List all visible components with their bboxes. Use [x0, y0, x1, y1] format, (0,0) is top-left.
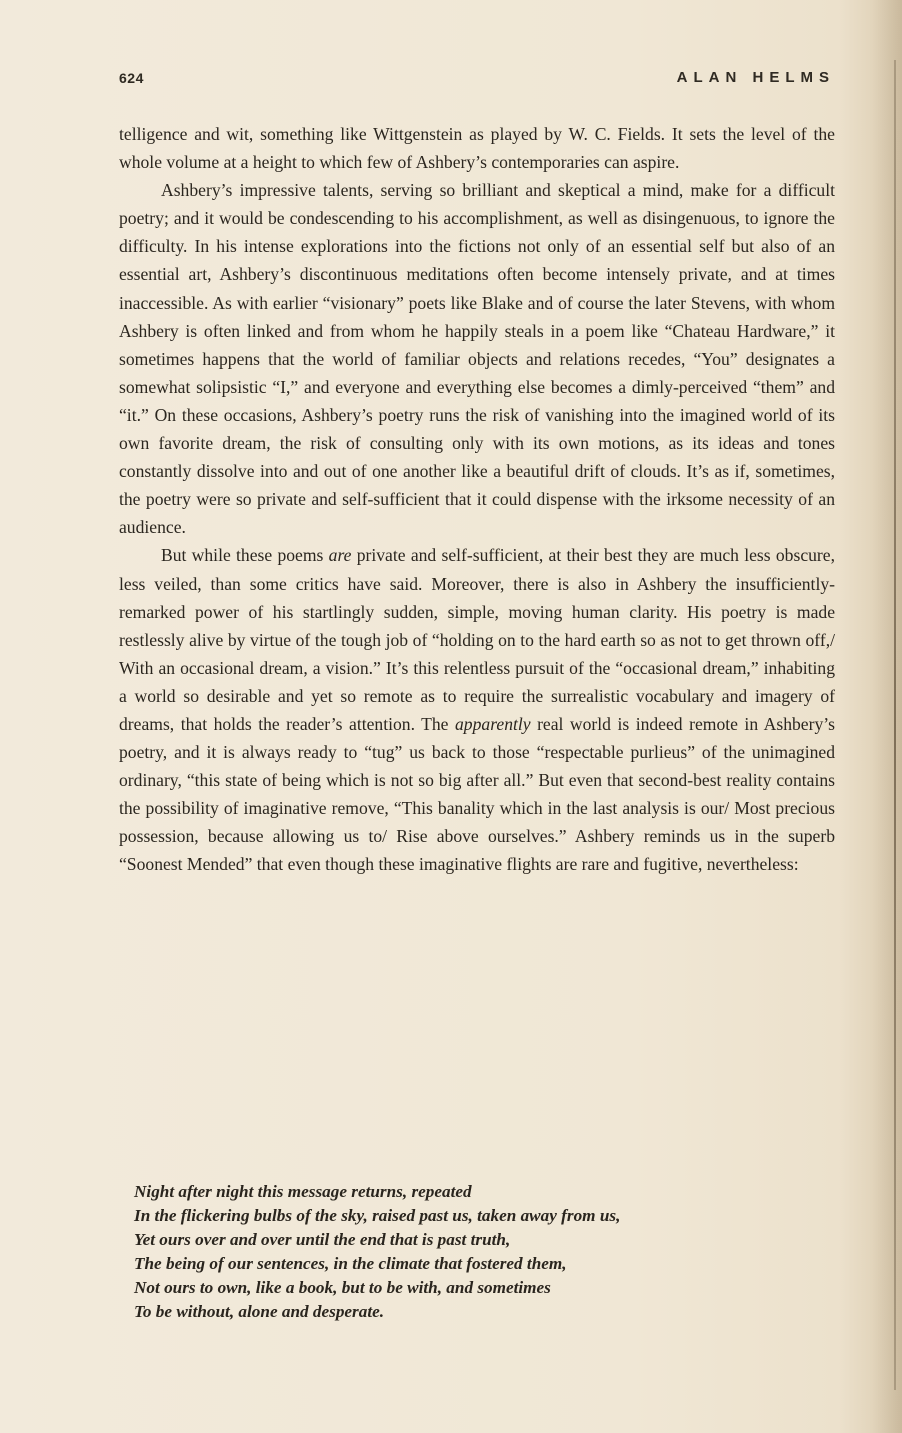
paragraph [119, 541, 835, 878]
verse-line: The being of our sentences, in the climate that fostered them, [134, 1254, 567, 1273]
verse-line: In the flickering bulbs of the sky, raised past us, taken away from us, [134, 1206, 621, 1225]
emphasis-text: apparently [455, 713, 531, 734]
paragraph-text: telligence and wit, something like Wittgenstein as played by W. C. Fields. It sets the level of the whole volume at a height to which few of Ashbery’s contemporaries can aspire. [119, 124, 835, 173]
verse-line: Yet ours over and over until the end that is past truth, [134, 1230, 511, 1249]
verse-line: Not ours to own, like a book, but to be with, and sometimes [134, 1278, 551, 1297]
paragraph-text: Ashbery’s impressive talents, serving so brilliant and skeptical a mind, make for a difficult poetry; and it would be condescending to his accomplishment, as well as disingenuous, to ignore the difficulty. In his intense explorations into the fictions not only of an essential self but also of an essential art, Ashbery’s discontinuous meditations often become intensely private, and at times inaccessible. As with earlier “visionary” poets like Blake and of course the later Stevens, with whom Ashbery is often linked and from whom he happily steals in a poem like “Chateau Hardware,” it sometimes happens that the world of familiar objects and relations recedes, “You” designates a somewhat solipsistic “I,” and everyone and everything else becomes a dimly-perceived “them” and “it.” On these occasions, Ashbery’s poetry runs the risk of vanishing into the imagined world of its own favorite dream, the risk of consulting only with its own motions, as its ideas and tones constantly dissolve into and out of one another like a beautiful drift of clouds. It’s as if, sometimes, the poetry were so private and self-sufficient that it could dispense with the irksome necessity of an audience. [119, 180, 835, 538]
page-number: 624 [119, 70, 144, 86]
paragraph-text: private and self-sufficient, at their best they are much less obscure, less veiled, than some critics have said. Moreover, there is also in Ashbery the insufficiently-remarked power of his startlingly sudden, simple, moving human clarity. His poetry is made restlessly alive by virtue of the tough job of “holding on to the hard earth so as not to get thrown off,/ With an occasional dream, a vision.” It’s this relentless pursuit of the “occasional dream,” inhabiting a world so desirable and yet so remote as to require the surrealistic vocabulary and imagery of dreams, that holds the reader’s attention. The [119, 545, 835, 734]
verse-line: To be without, alone and desperate. [134, 1302, 385, 1321]
running-head [119, 70, 835, 94]
quoted-verse [134, 1180, 844, 1324]
paragraph [119, 120, 835, 176]
article-body [119, 120, 835, 879]
page-binding-shadow [872, 0, 902, 1433]
paragraph-text: real world is indeed remote in Ashbery’s poetry, and it is always ready to “tug” us back to those “respectable purlieus” of the unimagined ordinary, “this state of being which is not so big after all.” But even that second-best reality contains the possibility of imaginative remove, “This banality which in the last analysis is our/ Most precious possession, because allowing us to/ Rise above ourselves.” Ashbery reminds us in the superb “Soonest Mended” that even though these imaginative flights are rare and fugitive, nevertheless: [119, 713, 835, 875]
page-edge [894, 60, 896, 1390]
paragraph-text: But while these poems [161, 545, 329, 566]
paragraph [119, 176, 835, 541]
author-name: ALAN HELMS [676, 69, 835, 86]
emphasis-text: are [328, 545, 352, 566]
verse-line: Night after night this message returns, repeated [134, 1182, 472, 1201]
